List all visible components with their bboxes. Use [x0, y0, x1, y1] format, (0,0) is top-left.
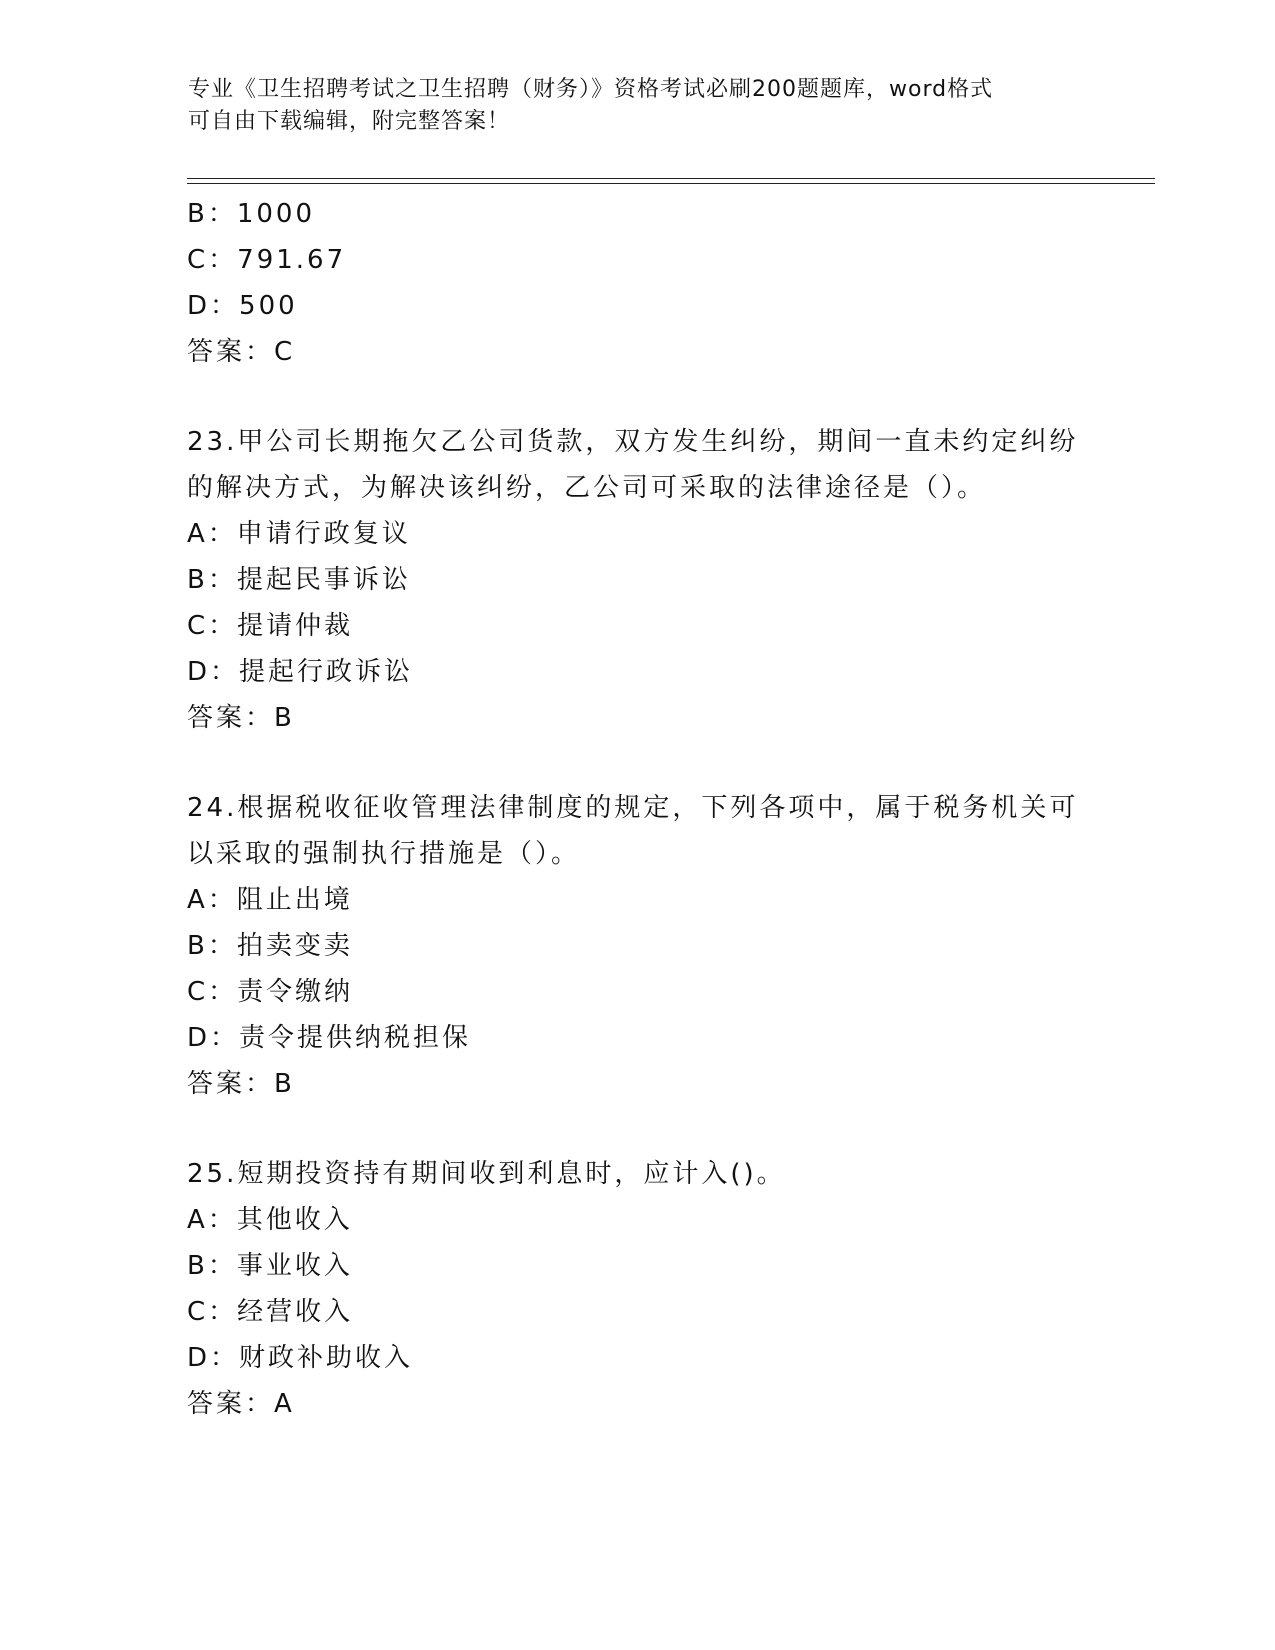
- option-text: 提请仲裁: [237, 611, 354, 641]
- option-c: [187, 237, 1087, 283]
- option-label: D：: [187, 1023, 240, 1053]
- option-label: B：: [187, 565, 237, 595]
- option-d: [187, 1335, 1087, 1381]
- option-label: A：: [187, 1205, 237, 1235]
- option-text: 财政补助收入: [239, 1343, 414, 1373]
- question-stem-line-1: 25.短期投资持有期间收到利息时，应计入()。: [187, 1159, 786, 1189]
- option-label: D：: [187, 657, 240, 687]
- option-label: D：: [187, 1343, 240, 1373]
- question-stem-line-1: 23.甲公司长期拖欠乙公司货款，双方发生纠纷，期间一直未约定纠纷: [187, 427, 1079, 457]
- question-block-25: [187, 1151, 1087, 1427]
- option-c: [187, 603, 1087, 649]
- header-divider-bottom: [187, 183, 1155, 184]
- option-label: B：: [187, 931, 237, 961]
- option-text: 责令提供纳税担保: [239, 1023, 472, 1053]
- document-header: [188, 74, 1068, 138]
- option-label: C：: [187, 977, 238, 1007]
- option-c: [187, 1289, 1087, 1335]
- option-d: [187, 1015, 1087, 1061]
- option-text: 事业收入: [236, 1251, 353, 1281]
- option-b: [187, 557, 1087, 603]
- option-text: 提起民事诉讼: [236, 565, 411, 595]
- option-text: 责令缴纳: [237, 977, 354, 1007]
- option-text: 提起行政诉讼: [239, 657, 414, 687]
- question-list: [187, 191, 1087, 1427]
- question-stem-line-2: 的解决方式，为解决该纠纷，乙公司可采取的法律途径是（）。: [187, 473, 987, 503]
- question-block-22: [187, 191, 1087, 375]
- option-c: [187, 969, 1087, 1015]
- answer-line: 答案：C: [187, 337, 296, 367]
- option-label: B：: [187, 1251, 237, 1281]
- option-a: [187, 511, 1087, 557]
- option-b: [187, 1243, 1087, 1289]
- option-text: 500: [239, 291, 298, 321]
- header-line-1: 专业《卫生招聘考试之卫生招聘（财务）》资格考试必刷200题题库，word格式: [188, 77, 994, 102]
- question-block-24: [187, 785, 1087, 1107]
- spacer: [187, 375, 1087, 419]
- option-text: 申请行政复议: [236, 519, 411, 549]
- option-label: A：: [187, 519, 237, 549]
- spacer: [187, 741, 1087, 785]
- question-stem-line-1: 24.根据税收征收管理法律制度的规定，下列各项中，属于税务机关可: [187, 793, 1079, 823]
- option-text: 其他收入: [236, 1205, 353, 1235]
- option-label: C：: [187, 611, 238, 641]
- option-text: 拍卖变卖: [236, 931, 353, 961]
- spacer: [187, 1107, 1087, 1151]
- header-line-2: 可自由下载编辑，附完整答案！: [188, 109, 511, 134]
- option-d: [187, 283, 1087, 329]
- option-text: 1000: [236, 199, 316, 229]
- answer-line: 答案：B: [187, 1069, 295, 1099]
- option-text: 791.67: [237, 245, 347, 275]
- option-text: 经营收入: [237, 1297, 354, 1327]
- option-label: C：: [187, 1297, 238, 1327]
- answer-line: 答案：A: [187, 1389, 295, 1419]
- option-a: [187, 1197, 1087, 1243]
- option-a: [187, 877, 1087, 923]
- option-label: C：: [187, 245, 238, 275]
- option-label: A：: [187, 885, 237, 915]
- question-block-23: [187, 419, 1087, 741]
- header-divider-top: [187, 178, 1155, 179]
- answer-line: 答案：B: [187, 703, 295, 733]
- question-stem-line-2: 以采取的强制执行措施是（）。: [187, 839, 581, 869]
- option-d: [187, 649, 1087, 695]
- option-b: [187, 191, 1087, 237]
- option-label: D：: [187, 291, 240, 321]
- option-text: 阻止出境: [236, 885, 353, 915]
- option-label: B：: [187, 199, 237, 229]
- option-b: [187, 923, 1087, 969]
